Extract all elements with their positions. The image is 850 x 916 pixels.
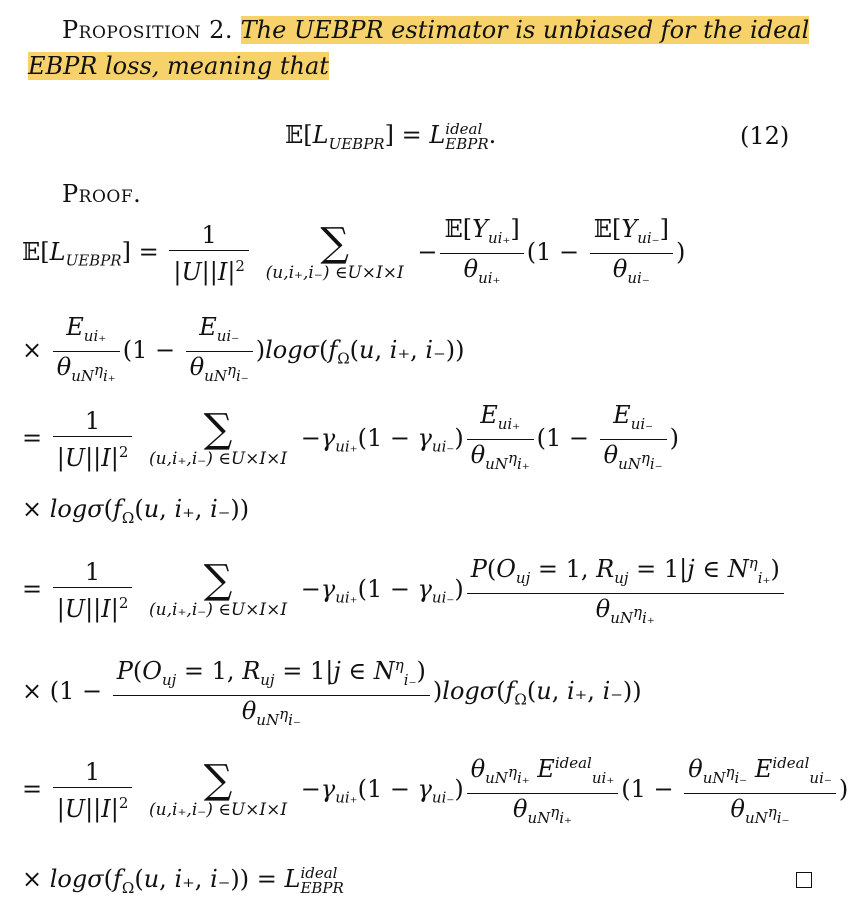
proof-label: Proof. (62, 180, 142, 208)
derivation-line-1: $𝔼[L_{UEBPR}]$ = $\frac{1}{|U||I|^2}$ ∑ (u,i₊,i₋) ∈U×I×I − $\frac{𝔼[Y_{ui_+}]}{\theta_{ui_+}}$ (1 − $\frac{𝔼[Y_{ui_-}]}{\theta_{ui_-}}$ ) (22, 214, 685, 293)
proposition-line-2 (28, 50, 329, 82)
derivation-line-4: × $\log\sigma(f_\Omega(u$, i₊, i₋)) (22, 495, 250, 527)
proposition-statement-1: The UEBPR estimator is unbiased for the ideal (240, 16, 810, 44)
derivation-line-7: = $\frac{1}{|U||I|^2}$ ∑ (u,i₊,i₋) ∈U×I×I $-\gamma_{ui_+}(1 - \gamma_{ui_-})$ $\frac{\theta_{uN^\eta i_+} E^{ideal}_{ui_+}}{\theta_{uN^\eta i_+}}$ (1 − $\frac{\theta_{uN^\eta i_-} E^{ideal}_{ui_-}}{\theta_{uN^\eta i_-}}$ ) (22, 748, 848, 833)
derivation-line-8: × $\log\sigma(f_\Omega(u$, i₊, i₋)) = L ideal EBPR (22, 863, 344, 897)
proposition-statement-2: EBPR loss, meaning that (28, 52, 329, 80)
derivation-line-6: × (1 − $\frac{P(O_{uj} = 1, R_{uj} = 1|j \in N^\eta_{i_-})}{\theta_{uN^\eta i_-}}$ )$\log\sigma(f_\Omega(u$, i₊, i₋)) (22, 650, 642, 735)
proposition-label: Proposition 2. (62, 16, 234, 44)
proposition-line-1 (62, 14, 809, 46)
derivation-line-2: × $\frac{E_{ui_+}}{\theta_{uN^\eta i_+}}$ (1 − $\frac{E_{ui_-}}{\theta_{uN^\eta i_-}}$ )$\log\sigma(f_\Omega(u$, i₊, i₋)) (22, 312, 464, 391)
derivation-line-5: = $\frac{1}{|U||I|^2}$ ∑ (u,i₊,i₋) ∈U×I×I $-\gamma_{ui_+}(1 - \gamma_{ui_-})$ $\frac{P(O_{uj} = 1, R_{uj} = 1|j \in N^\eta_{i_+})}{\theta_{uN^\eta i_+}}$ (22, 548, 787, 633)
derivation-line-3: = $\frac{1}{|U||I|^2}$ ∑ (u,i₊,i₋) ∈U×I×I $-\gamma_{ui_+}(1 - \gamma_{ui_-})$ $\frac{E_{ui_+}}{\theta_{uN^\eta i_+}}$ (1 − $\frac{E_{ui_-}}{\theta_{uN^\eta i_-}}$ ) (22, 400, 679, 479)
qed-box-icon (796, 872, 812, 888)
equation-12: $𝔼[L_{UEBPR}] = L$ ideal EBPR . (285, 119, 497, 153)
equation-number: (12) (740, 122, 790, 150)
